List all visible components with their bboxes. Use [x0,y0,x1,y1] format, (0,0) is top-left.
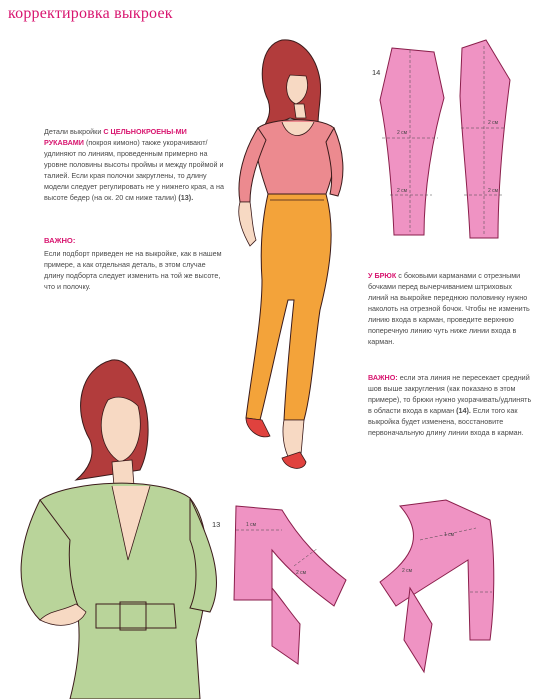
measure-label: 2 см [397,188,408,194]
woman-in-jacket-illustration [21,360,216,699]
figure-number-14: 14 [372,68,381,77]
text-block-kimono [44,126,224,203]
measure-label: 2 см [488,188,499,194]
measure-label: 1 см [246,522,257,528]
figure-ref: (14). [456,406,471,415]
pants-pattern-back [460,40,510,238]
text-body: с боковыми карманами с отрезными бочками перед вычерчиванием штриховых линий на выкройке переднюю половинку нужно наколоть на отрезной бочок. Чтобы не изменить линию входа в карман, проведите верхнюю поперечную линию чуть ниже линии входа в карман. [368,271,530,346]
text-highlight: С ЦЕЛЬНОКРОЕНЫ-МИ РУКАВАМИ [44,127,187,147]
pants-pattern-front [380,48,444,235]
kimono-pattern-front [380,500,494,672]
important-text-1: Если подборт приведен не на выкройке, как в нашем примере, а как отдельная деталь, в этом случае длину подборта следует изменить на той же высоте, что и полочку. [44,249,222,291]
measure-label: 2 см [397,130,408,136]
measure-label: 1 см [444,532,455,538]
woman-in-pants-illustration [239,40,343,469]
text-highlight: У БРЮК [368,271,397,280]
page-title: корректировка выкроек [8,5,173,22]
text-intro: Детали выкройки [44,127,102,136]
measure-label: 2 см [402,568,413,574]
kimono-pattern-back [234,506,346,664]
text-block-pants [368,270,534,347]
text-body-2: Если того как выкройка будет изменена, восстановите первоначальную длину линии входа в карман. [368,406,524,437]
important-heading-1: ВАЖНО: [44,236,76,245]
important-text-2 [368,372,534,438]
figure-number-13: 13 [212,520,221,529]
measure-label: 2 см [296,570,307,576]
figure-ref: (13). [178,193,194,202]
text-body: (покроя кимоно) также укорачивают/удлиняют по линиям, проведенным примерно на уровне половины высоты проймы и между проймой и талией. Если края полочки закруглены, то длину модели следует регулировать не у нижнего края, а на высоте бедер (на ок. 20 см ниже талии) [44,138,224,202]
text-body: если эта линия не пересекает средний шов выше закругления (как показано в этом примере), то брюки нужно укорачивать/удлинять в области входа в карман [368,373,532,415]
important-heading-2: ВАЖНО: [368,373,398,382]
measure-label: 2 см [488,120,499,126]
